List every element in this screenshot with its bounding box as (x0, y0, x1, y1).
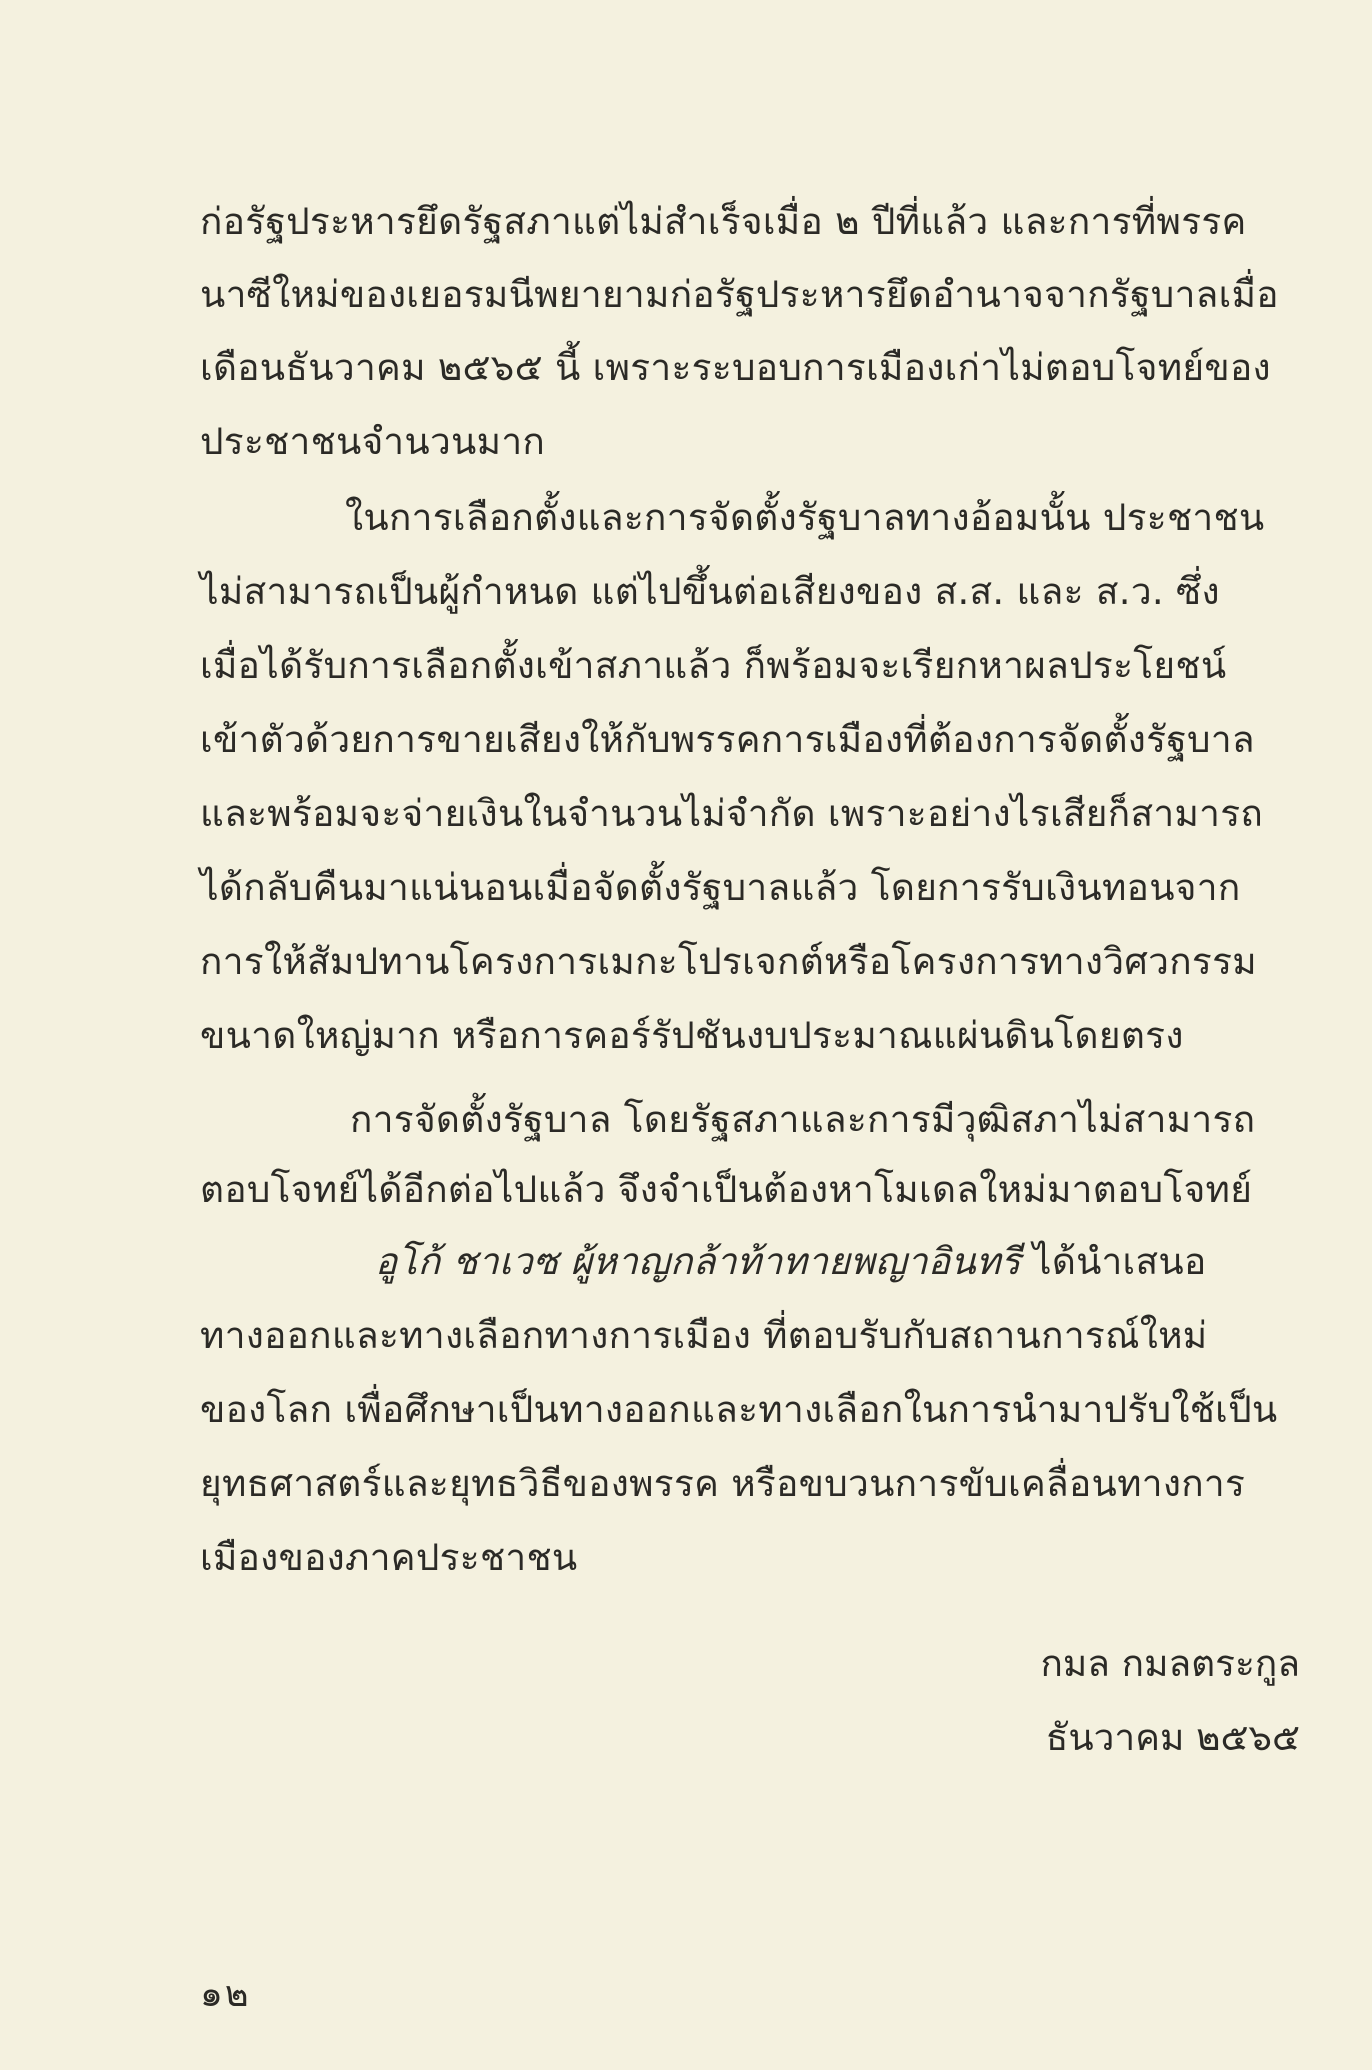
text-line: ของโลก เพื่อศึกษาเป็นทางออกและทางเลือกในการนำมาปรับใช้เป็น (200, 1388, 1278, 1431)
text-line: นาซีใหม่ของเยอรมนีพยายามก่อรัฐประหารยึดอำนาจจากรัฐบาลเมื่อ (200, 273, 1279, 316)
text-line: เมื่อได้รับการเลือกตั้งเข้าสภาแล้ว ก็พร้อมจะเรียกหาผลประโยชน์ (200, 644, 1227, 687)
text-line: ได้กลับคืนมาแน่นอนเมื่อจัดตั้งรัฐบาลแล้ว โดยการรับเงินทอนจาก (200, 866, 1241, 909)
text-line: เดือนธันวาคม ๒๕๖๕ นี้ เพราะระบอบการเมืองเก่าไม่ตอบโจทย์ของ (200, 346, 1271, 389)
text-line: ขนาดใหญ่มาก หรือการคอร์รัปชันงบประมาณแผ่นดินโดยตรง (200, 1014, 1184, 1057)
text-line: ในการเลือกตั้งและการจัดตั้งรัฐบาลทางอ้อมนั้น ประชาชน (345, 496, 1265, 539)
text-line: ประชาชนจำนวนมาก (200, 420, 546, 463)
text-line: และพร้อมจะจ่ายเงินในจำนวนไม่จำกัด เพราะอย่างไรเสียก็สามารถ (200, 792, 1264, 835)
book-title: อูโก้ ชาเวซ ผู้หาญกล้าท้าทายพญาอินทรี (375, 1240, 1021, 1283)
signature-date: ธันวาคม ๒๕๖๕ (1045, 1716, 1300, 1759)
text-line: ตอบโจทย์ได้อีกต่อไปแล้ว จึงจำเป็นต้องหาโมเดลใหม่มาตอบโจทย์ (200, 1168, 1253, 1211)
text-fragment: ได้นำเสนอ (1020, 1240, 1207, 1283)
text-line: ก่อรัฐประหารยึดรัฐสภาแต่ไม่สำเร็จเมื่อ ๒ ปีที่แล้ว และการที่พรรค (200, 200, 1247, 243)
text-line: ยุทธศาสตร์และยุทธวิธีของพรรค หรือขบวนการขับเคลื่อนทางการ (200, 1462, 1246, 1505)
text-line: การจัดตั้งรัฐบาล โดยรัฐสภาและการมีวุฒิสภาไม่สามารถ (350, 1098, 1256, 1141)
text-line: เข้าตัวด้วยการขายเสียงให้กับพรรคการเมืองที่ต้องการจัดตั้งรัฐบาล (200, 718, 1255, 761)
text-line: ทางออกและทางเลือกทางการเมือง ที่ตอบรับกับสถานการณ์ใหม่ (200, 1314, 1208, 1357)
text-line (375, 1232, 1372, 1292)
text-line: ไม่สามารถเป็นผู้กำหนด แต่ไปขึ้นต่อเสียงของ ส.ส. และ ส.ว. ซึ่ง (200, 570, 1220, 613)
page-number: ๑๒ (200, 1974, 251, 2015)
author-name: กมล กมลตระกูล (1040, 1642, 1300, 1685)
text-line: เมืองของภาคประชาชน (200, 1536, 578, 1579)
text-line: การให้สัมปทานโครงการเมกะโปรเจกต์หรือโครงการทางวิศวกรรม (200, 940, 1257, 983)
